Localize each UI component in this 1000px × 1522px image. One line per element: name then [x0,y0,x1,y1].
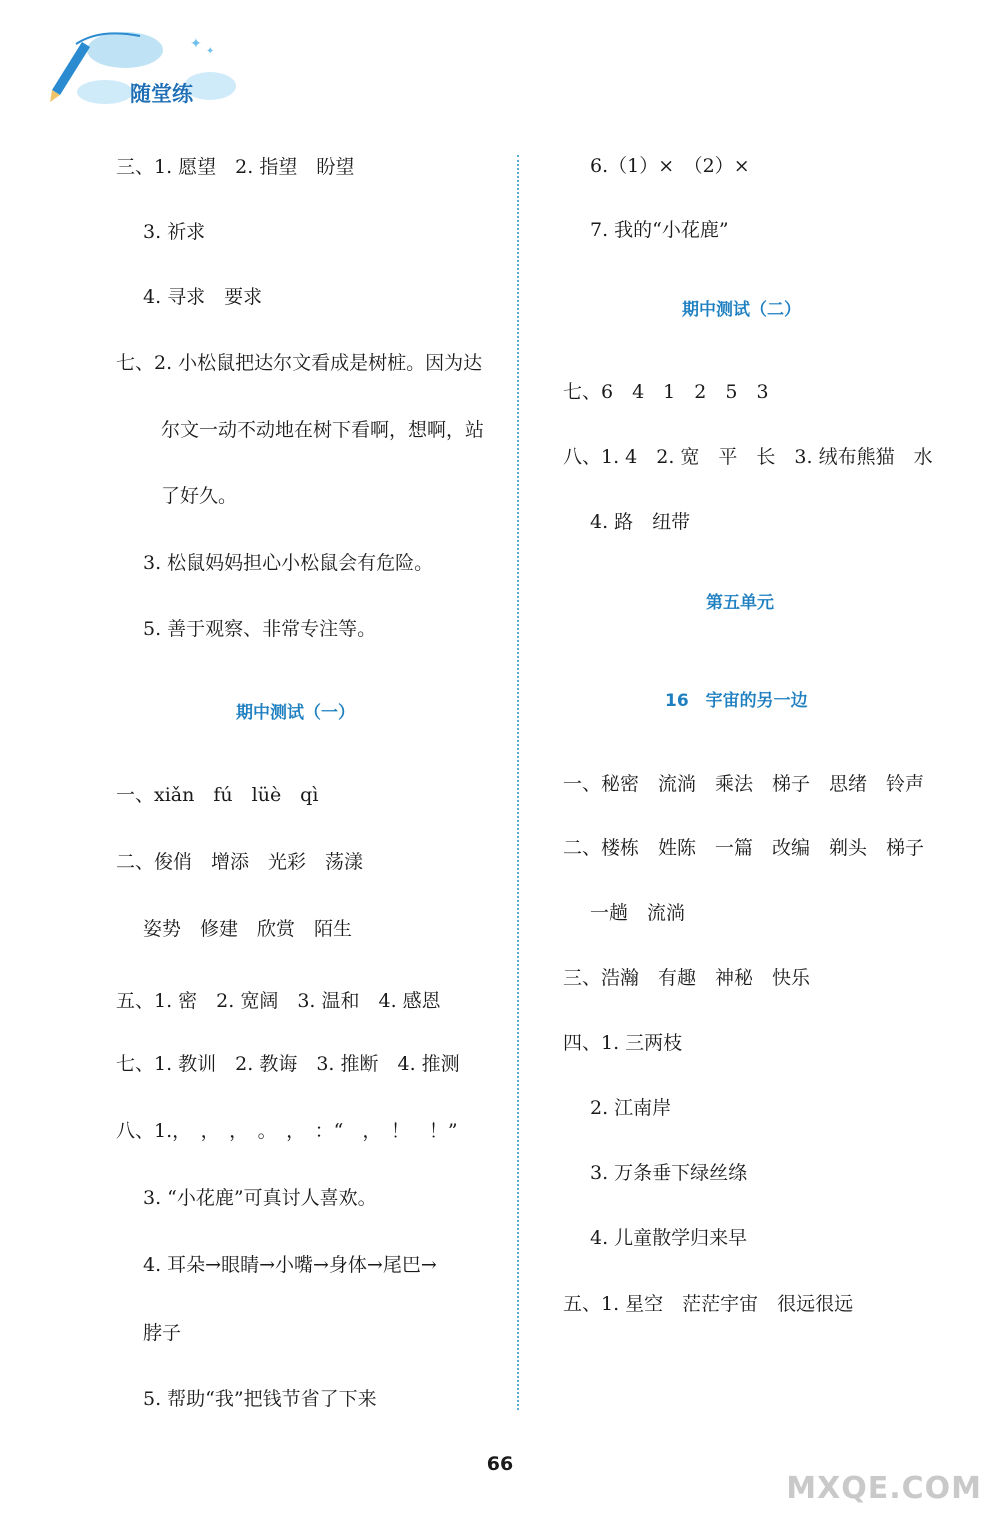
answer-line: 4. 儿童散学归来早 [590,1227,748,1249]
answer-line: 四、1. 三两枝 [563,1032,683,1054]
answer-line: 八、1.， ， ， 。 ， ：“ ， ！ ！” [116,1120,458,1142]
svg-text:✦: ✦ [190,36,202,52]
answer-line: 了好久。 [161,485,238,507]
answer-line: 一趟 流淌 [590,902,686,924]
answer-line: 五、1. 密 2. 宽阔 3. 温和 4. 感恩 [116,990,441,1012]
logo [40,20,260,110]
section-heading: 期中测试（二） [682,300,801,320]
answer-line: 4. 路 纽带 [590,511,691,533]
answer-line: 五、1. 星空 茫茫宇宙 很远很远 [563,1293,854,1315]
answer-line: 七、1. 教训 2. 教诲 3. 推断 4. 推测 [116,1053,460,1075]
answer-line: 3. 万条垂下绿丝绦 [590,1162,748,1184]
answer-line: 三、1. 愿望 2. 指望 盼望 [116,156,355,178]
page-number: 66 [486,1453,514,1475]
answer-line: 7. 我的“小花鹿” [590,219,729,241]
answer-line: 4. 寻求 要求 [143,286,263,308]
answer-line: 4. 耳朵→眼睛→小嘴→身体→尾巴→ [143,1254,437,1276]
answer-line: 二、楼栋 姓陈 一篇 改编 剃头 梯子 [563,837,925,859]
svg-text:✦: ✦ [206,46,215,57]
answer-line: 脖子 [143,1322,182,1344]
answer-line: 二、俊俏 增添 光彩 荡漾 [116,851,364,873]
logo-text: 随堂练 [130,82,193,106]
answer-line: 姿势 修建 欣赏 陌生 [143,918,353,940]
answer-line: 2. 江南岸 [590,1097,672,1119]
answer-line: 5. 帮助“我”把钱节省了下来 [143,1388,377,1410]
section-heading: 第五单元 [706,593,774,613]
answer-line: 一、秘密 流淌 乘法 梯子 思绪 铃声 [563,773,925,795]
watermark-text: MXQE.COM [786,1471,982,1506]
answer-line: 尔文一动不动地在树下看啊，想啊，站 [161,419,485,441]
answer-line: 七、6 4 1 2 5 3 [563,381,769,403]
section-heading: 16 宇宙的另一边 [665,691,808,711]
section-heading: 期中测试（一） [236,703,355,723]
answer-line: 七、2. 小松鼠把达尔文看成是树桩。因为达 [116,352,483,374]
answer-line: 6.（1）× （2）× [590,155,750,177]
answer-line: 3. 祈求 [143,221,206,243]
answer-line: 3. 松鼠妈妈担心小松鼠会有危险。 [143,552,434,574]
answer-line: 八、1. 4 2. 宽 平 长 3. 绒布熊猫 水 [563,446,933,468]
answer-line: 5. 善于观察、非常专注等。 [143,618,377,640]
watermark-logo [724,1408,994,1518]
column-divider [517,155,519,1410]
answer-line: 三、浩瀚 有趣 神秘 快乐 [563,967,811,989]
answer-line: 3. “小花鹿”可真讨人喜欢。 [143,1187,377,1209]
answer-line: 一、xiǎn fú lüè qì [116,784,319,806]
